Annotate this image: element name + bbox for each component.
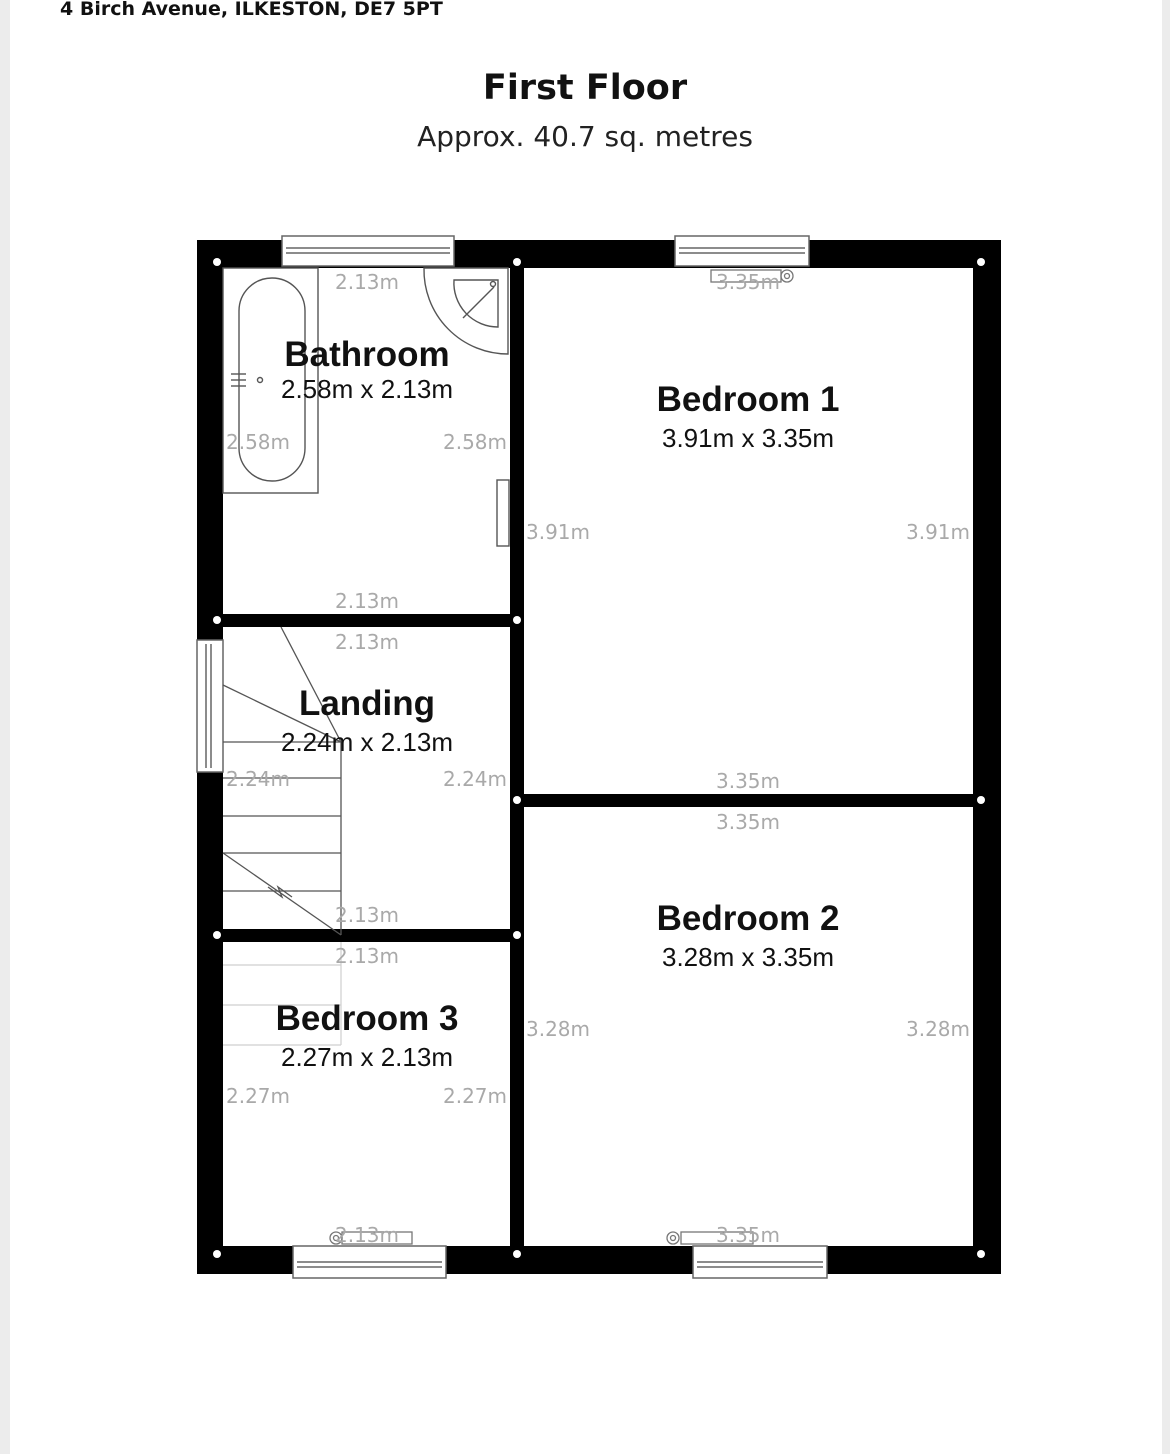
bedroom2-name: Bedroom 2: [656, 899, 840, 938]
window-bedroom1: [675, 236, 809, 266]
corner-markers: [213, 258, 985, 1258]
bathroom-name: Bathroom: [284, 335, 450, 374]
floor-area: Approx. 40.7 sq. metres: [417, 120, 753, 153]
tap-icon: [231, 374, 263, 386]
landing-bottom-measure: 2.13m: [334, 903, 400, 927]
radiator-icon: [497, 480, 509, 546]
bedroom1-dims: 3.91m x 3.35m: [662, 423, 834, 453]
bedroom3-bottom-measure: 2.13m: [334, 1223, 400, 1247]
bathroom-bottom-measure: 2.13m: [334, 589, 400, 613]
bedroom1-left-measure: 3.91m: [526, 520, 591, 544]
measurements: [226, 270, 970, 1247]
window-landing: [197, 640, 223, 772]
bedroom3-right-measure: 2.27m: [442, 1084, 507, 1108]
bathroom-dims: 2.58m x 2.13m: [281, 374, 453, 404]
window-bathroom: [282, 236, 454, 266]
wall-landing-bedroom3: [223, 929, 518, 942]
bedroom3-dims: 2.27m x 2.13m: [281, 1042, 453, 1072]
bedroom2-top-measure: 3.35m: [715, 810, 781, 834]
bedroom2-left-measure: 3.28m: [526, 1017, 591, 1041]
landing-name: Landing: [298, 684, 436, 723]
bedroom2-bottom-measure: 3.35m: [715, 1223, 781, 1247]
bathroom-fixtures: [223, 268, 509, 546]
landing-dims: 2.24m x 2.13m: [281, 727, 453, 757]
bedroom1-right-measure: 3.91m: [905, 520, 970, 544]
wall-right: [973, 240, 1001, 1274]
bathroom-top-measure: 2.13m: [334, 270, 400, 294]
bedroom1-top-measure: 3.35m: [715, 270, 781, 294]
bedroom2-dims: 3.28m x 3.35m: [662, 942, 834, 972]
window-bedroom3: [293, 1246, 446, 1278]
bedroom1-bottom-measure: 3.35m: [715, 769, 781, 793]
wall-bathroom-landing: [223, 614, 518, 627]
bathroom-left-measure: 2.58m: [226, 430, 291, 454]
bedroom3-name: Bedroom 3: [275, 999, 459, 1038]
bathroom-right-measure: 2.58m: [442, 430, 507, 454]
wall-center: [510, 240, 524, 1274]
landing-left-measure: 2.24m: [226, 767, 291, 791]
bedroom3-left-measure: 2.27m: [226, 1084, 291, 1108]
bedroom3-top-measure: 2.13m: [334, 944, 400, 968]
bedroom2-right-measure: 3.28m: [905, 1017, 970, 1041]
landing-top-measure: 2.13m: [334, 630, 400, 654]
wall-bedroom1-bedroom2: [518, 794, 980, 807]
floor-title: First Floor: [482, 68, 688, 108]
window-bedroom2: [693, 1246, 827, 1278]
property-address: 4 Birch Avenue, ILKESTON, DE7 5PT: [60, 0, 443, 20]
bedroom1-name: Bedroom 1: [656, 380, 840, 419]
landing-right-measure: 2.24m: [442, 767, 507, 791]
